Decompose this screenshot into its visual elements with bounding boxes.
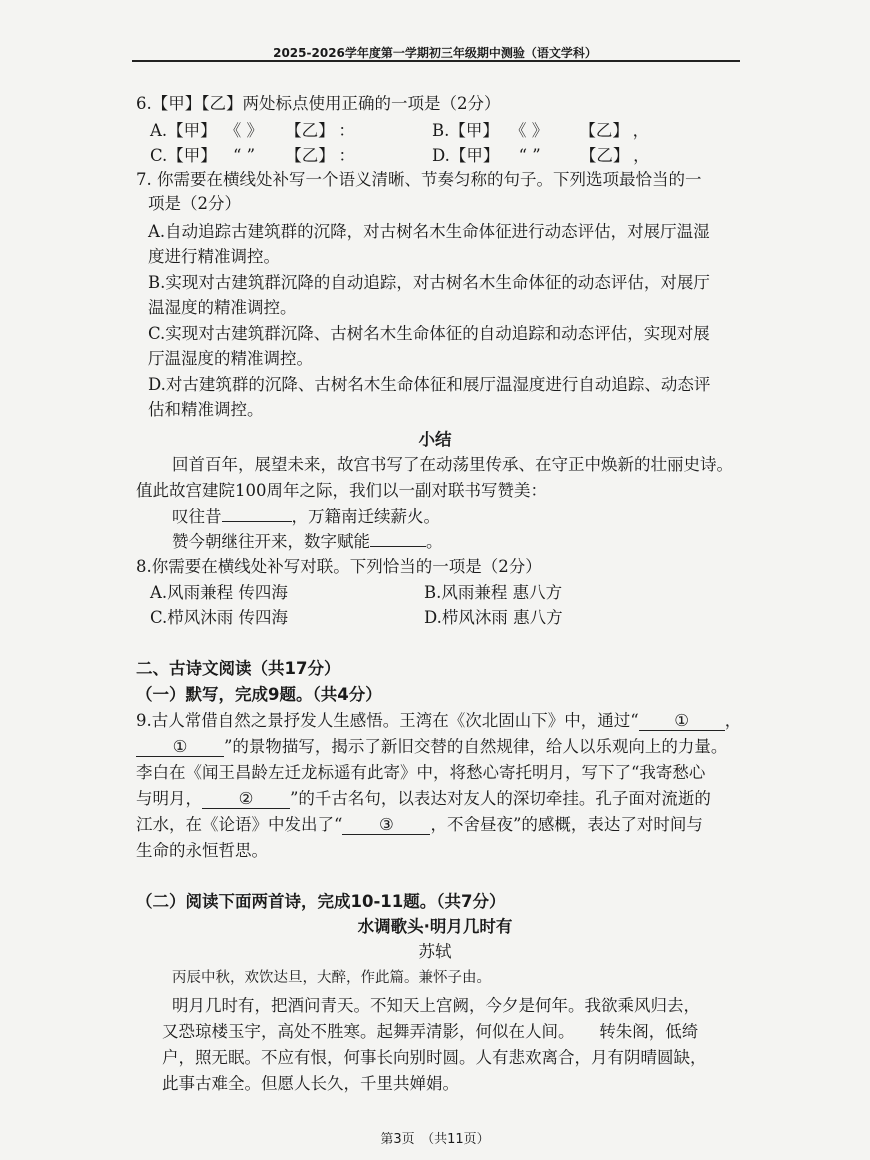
q7-option-d-line1: D.对古建筑群的沉降、古树名木生命体征和展厅温湿度进行自动追踪、动态评 xyxy=(148,375,711,394)
q9-line6: 生命的永恒哲思。 xyxy=(136,841,268,860)
couplet-blank-2[interactable] xyxy=(370,528,426,547)
q8-option-d: D.栉风沐雨 惠八方 xyxy=(424,608,563,627)
q7-option-c-line1: C.实现对古建筑群沉降、古树名木生命体征的自动追踪和动态评估，实现对展 xyxy=(148,324,710,343)
summary-paragraph-line2: 值此故宫建院100周年之际，我们以一副对联书写赞美： xyxy=(136,481,547,500)
q7-stem-line1: 7. 你需要在横线处补写一个语义清晰、节奏匀称的句子。下列选项最恰当的一 xyxy=(136,170,702,189)
q7-option-a-line1: A.自动追踪古建筑群的沉降，对古树名木生命体征进行动态评估，对展厅温湿 xyxy=(148,222,710,241)
poem-line3: 户，照无眠。不应有恨，何事长向别时圆。人有悲欢离合，月有阴晴圆缺， xyxy=(162,1048,707,1067)
q7-option-b-line1: B.实现对古建筑群沉降的自动追踪，对古树名木生命体征的动态评估，对展厅 xyxy=(148,273,710,292)
header-rule xyxy=(132,60,740,62)
section2-title: 二、古诗文阅读（共17分） xyxy=(136,659,341,678)
page-number: 第3页 （共11页） xyxy=(380,1132,490,1147)
poem-author: 苏轼 xyxy=(418,942,452,961)
summary-title: 小结 xyxy=(418,430,452,449)
q9-blank-1b[interactable]: ① xyxy=(136,738,224,757)
q9-line4: 与明月， ② ”的千古名句，以表达对友人的深切牵挂。孔子面对流逝的 xyxy=(136,789,711,808)
q8-option-b: B.风雨兼程 惠八方 xyxy=(424,583,563,602)
q7-stem-line2: 项是（2分） xyxy=(148,194,241,213)
poem-preface: 丙辰中秋，欢饮达旦，大醉，作此篇。兼怀子由。 xyxy=(172,970,491,986)
poem-title: 水调歌头·明月几时有 xyxy=(357,917,513,936)
exam-header: 2025-2026学年度第一学期初三年级期中测验（语文学科） xyxy=(273,46,597,60)
section2-part1-title: （一）默写，完成9题。（共4分） xyxy=(136,685,382,704)
q8-option-a: A.风雨兼程 传四海 xyxy=(150,583,288,602)
q6-option-d: D.【甲】 “ ” 【乙】 ， xyxy=(432,146,650,165)
q7-option-d-line2: 估和精准调控。 xyxy=(148,400,264,419)
couplet-blank-1[interactable] xyxy=(222,503,292,522)
q6-option-c: C.【甲】 “ ” 【乙】 ： xyxy=(150,146,356,165)
poem-line4: 此事古难全。但愿人长久，千里共婵娟。 xyxy=(162,1074,459,1093)
q7-option-c-line2: 厅温湿度的精准调控。 xyxy=(148,349,313,368)
q9-blank-1a[interactable]: ① xyxy=(639,712,725,731)
q8-stem: 8.你需要在横线处补写对联。下列恰当的一项是（2分） xyxy=(136,557,542,576)
q7-option-b-line2: 温湿度的精准调控。 xyxy=(148,298,297,317)
q6-stem: 6.【甲】【乙】两处标点使用正确的一项是（2分） xyxy=(136,94,501,113)
couplet-line1: 叹往昔 ，万籍南迁续薪火。 xyxy=(172,503,440,527)
q9-line1: 9.古人常借自然之景抒发人生感悟。王湾在《次北固山下》中，通过“ ① ， xyxy=(136,711,742,730)
section2-part2-title: （二）阅读下面两首诗，完成10-11题。（共7分） xyxy=(136,892,506,911)
q9-line2: ① ”的景物描写，揭示了新旧交替的自然规律，给人以乐观向上的力量。 xyxy=(136,733,727,757)
poem-line1: 明月几时有，把酒问青天。不知天上宫阙，今夕是何年。我欲乘风归去， xyxy=(172,996,700,1015)
q8-option-c: C.栉风沐雨 传四海 xyxy=(150,608,289,627)
q9-line5: 江水，在《论语》中发出了“ ③ ，不舍昼夜”的感概，表达了对时间与 xyxy=(136,815,703,834)
q9-line3: 李白在《闻王昌龄左迁龙标遥有此寄》中，将愁心寄托明月，写下了“我寄愁心 xyxy=(136,763,706,782)
q7-option-a-line2: 度进行精准调控。 xyxy=(148,247,280,266)
q6-option-b: B.【甲】 《 》 【乙】 ， xyxy=(432,121,650,140)
poem-line2: 又恐琼楼玉宇，高处不胜寒。起舞弄清影，何似在人间。 转朱阁，低绮 xyxy=(162,1022,699,1041)
q9-blank-3[interactable]: ③ xyxy=(342,816,430,835)
q9-blank-2[interactable]: ② xyxy=(202,790,290,809)
couplet-line2: 赞今朝继往开来，数字赋能 。 xyxy=(172,528,443,552)
summary-paragraph-line1: 回首百年，展望未来，故宫书写了在动荡里传承、在守正中焕新的壮丽史诗。 xyxy=(172,455,733,474)
q6-option-a: A.【甲】 《 》 【乙】 ： xyxy=(150,121,355,140)
